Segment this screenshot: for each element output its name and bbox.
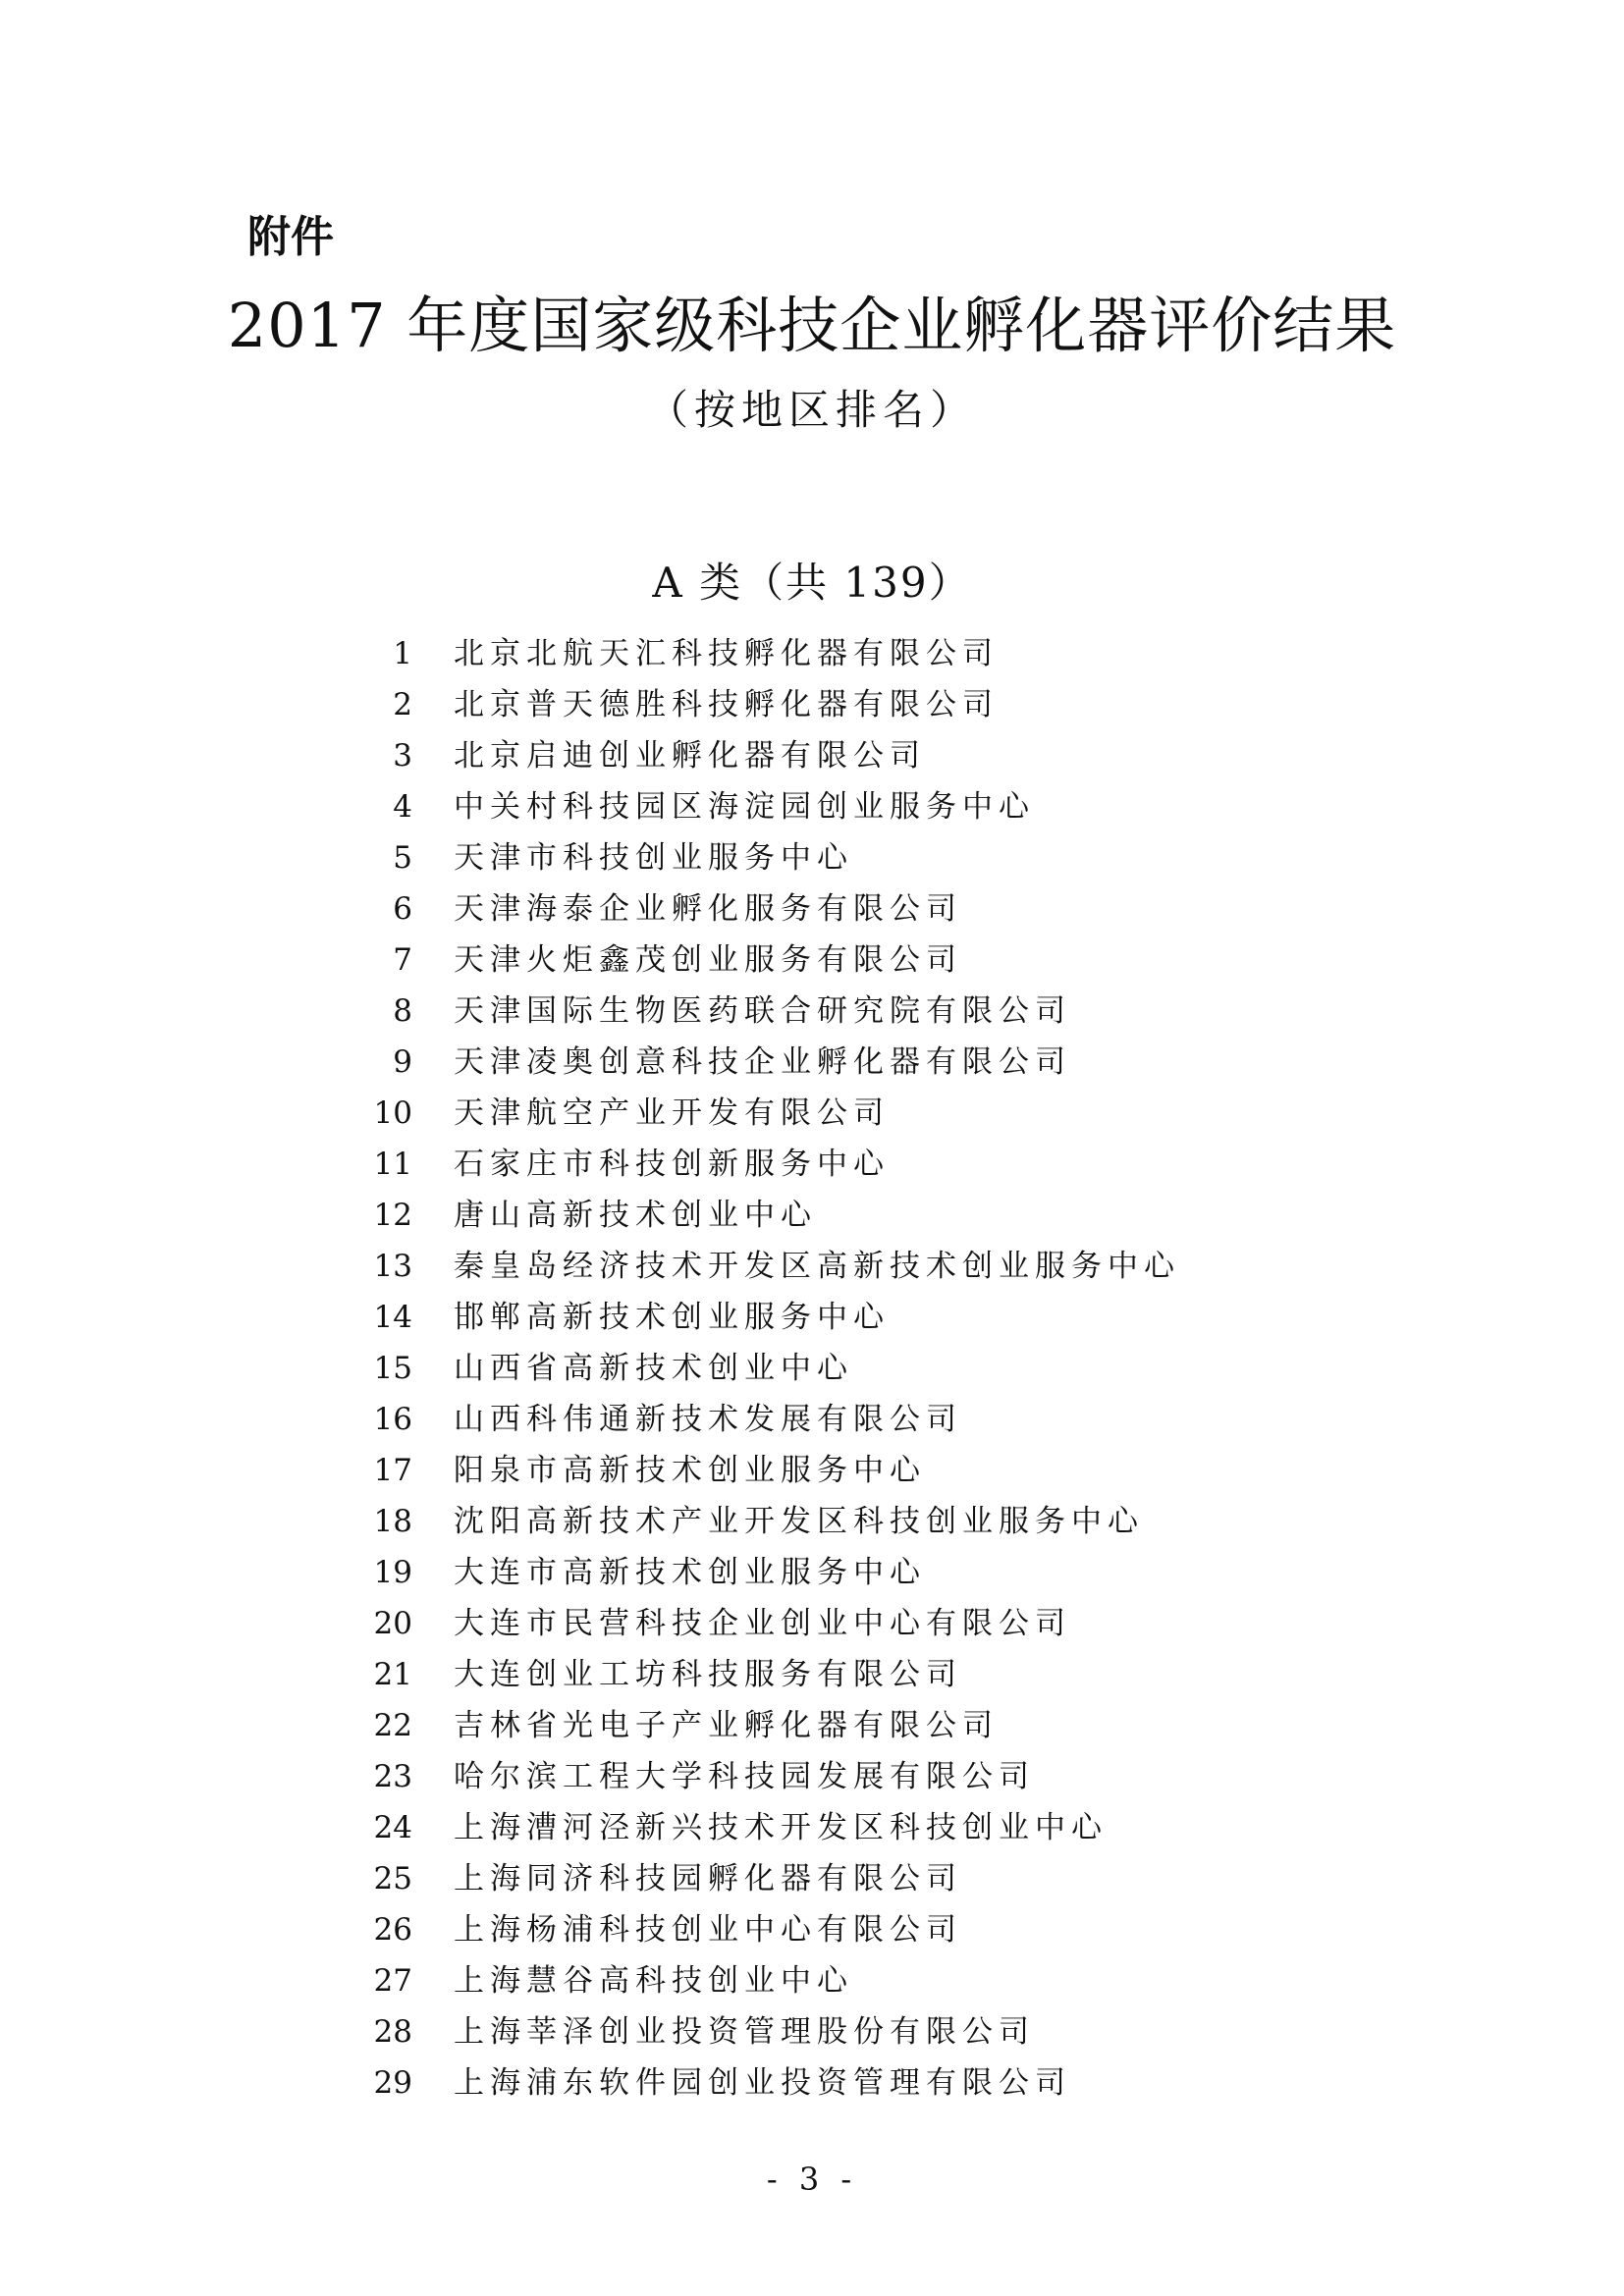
entry-name: 北京启迪创业孵化器有限公司 (454, 738, 926, 774)
entry-number: 1 (393, 636, 412, 671)
entry-name: 大连创业工坊科技服务有限公司 (454, 1657, 962, 1692)
entry-number: 3 (393, 738, 412, 774)
entry-number: 2 (393, 687, 412, 722)
entry-name: 山西科伟通新技术发展有限公司 (454, 1402, 962, 1437)
list-item (0, 2057, 1624, 2109)
entry-number: 18 (373, 1504, 412, 1539)
entry-name: 北京普天德胜科技孵化器有限公司 (454, 687, 999, 722)
entry-number: 29 (373, 2065, 412, 2101)
entry-number: 9 (393, 1044, 412, 1080)
list-item (0, 1853, 1624, 1904)
entry-number: 10 (373, 1095, 412, 1131)
entry-number: 6 (393, 891, 412, 927)
entry-name: 上海莘泽创业投资管理股份有限公司 (454, 2014, 1035, 2050)
list-item (0, 1547, 1624, 1598)
incubator-list (0, 628, 1624, 2109)
list-item (0, 1394, 1624, 1445)
list-item (0, 781, 1624, 832)
entry-number: 16 (373, 1402, 412, 1437)
list-item (0, 679, 1624, 730)
entry-number: 15 (373, 1351, 412, 1386)
entry-number: 27 (373, 1963, 412, 1999)
entry-name: 秦皇岛经济技术开发区高新技术创业服务中心 (454, 1249, 1180, 1284)
entry-number: 11 (373, 1147, 412, 1182)
attachment-label: 附件 (247, 212, 334, 262)
entry-number: 24 (373, 1810, 412, 1845)
entry-name: 吉林省光电子产业孵化器有限公司 (454, 1708, 999, 1743)
list-item (0, 1343, 1624, 1394)
document-subtitle: （按地区排名） (646, 386, 977, 434)
entry-name: 天津海泰企业孵化服务有限公司 (454, 891, 962, 927)
entry-number: 28 (373, 2014, 412, 2050)
entry-name: 邯郸高新技术创业服务中心 (454, 1300, 890, 1335)
list-item (0, 986, 1624, 1037)
entry-number: 20 (373, 1606, 412, 1641)
entry-name: 天津航空产业开发有限公司 (454, 1095, 890, 1131)
entry-number: 5 (393, 840, 412, 876)
list-item (0, 1139, 1624, 1190)
entry-name: 哈尔滨工程大学科技园发展有限公司 (454, 1759, 1035, 1794)
entry-number: 23 (373, 1759, 412, 1794)
list-item (0, 1649, 1624, 1700)
list-item (0, 1802, 1624, 1853)
entry-name: 天津火炬鑫茂创业服务有限公司 (454, 942, 962, 978)
entry-name: 天津凌奥创意科技企业孵化器有限公司 (454, 1044, 1071, 1080)
entry-name: 石家庄市科技创新服务中心 (454, 1147, 890, 1182)
list-item (0, 934, 1624, 986)
entry-name: 沈阳高新技术产业开发区科技创业服务中心 (454, 1504, 1144, 1539)
entry-name: 天津市科技创业服务中心 (454, 840, 853, 876)
entry-name: 上海漕河泾新兴技术开发区科技创业中心 (454, 1810, 1108, 1845)
list-item (0, 1241, 1624, 1292)
list-item (0, 1190, 1624, 1241)
section-heading: A 类（共 139） (652, 559, 972, 607)
entry-name: 上海浦东软件园创业投资管理有限公司 (454, 2065, 1071, 2101)
entry-number: 26 (373, 1912, 412, 1948)
entry-number: 13 (373, 1249, 412, 1284)
entry-name: 上海杨浦科技创业中心有限公司 (454, 1912, 962, 1948)
entry-number: 14 (373, 1300, 412, 1335)
list-item (0, 1496, 1624, 1547)
list-item (0, 1292, 1624, 1343)
list-item (0, 1751, 1624, 1802)
list-item (0, 628, 1624, 679)
list-item (0, 730, 1624, 781)
entry-name: 山西省高新技术创业中心 (454, 1351, 853, 1386)
entry-name: 大连市民营科技企业创业中心有限公司 (454, 1606, 1071, 1641)
list-item (0, 832, 1624, 883)
entry-number: 22 (373, 1708, 412, 1743)
entry-name: 阳泉市高新技术创业服务中心 (454, 1453, 926, 1488)
entry-number: 12 (373, 1198, 412, 1233)
entry-number: 21 (373, 1657, 412, 1692)
entry-number: 25 (373, 1861, 412, 1896)
page-number: - 3 - (766, 2161, 858, 2198)
list-item (0, 1598, 1624, 1649)
entry-name: 天津国际生物医药联合研究院有限公司 (454, 993, 1071, 1029)
entry-name: 中关村科技园区海淀园创业服务中心 (454, 789, 1035, 825)
entry-name: 上海慧谷高科技创业中心 (454, 1963, 853, 1999)
entry-name: 大连市高新技术创业服务中心 (454, 1555, 926, 1590)
list-item (0, 2006, 1624, 2057)
entry-number: 4 (393, 789, 412, 825)
entry-name: 唐山高新技术创业中心 (454, 1198, 817, 1233)
entry-number: 7 (393, 942, 412, 978)
list-item (0, 1088, 1624, 1139)
entry-number: 17 (373, 1453, 412, 1488)
entry-number: 8 (393, 993, 412, 1029)
list-item (0, 1955, 1624, 2006)
entry-name: 北京北航天汇科技孵化器有限公司 (454, 636, 999, 671)
list-item (0, 883, 1624, 934)
entry-number: 19 (373, 1555, 412, 1590)
list-item (0, 1700, 1624, 1751)
entry-name: 上海同济科技园孵化器有限公司 (454, 1861, 962, 1896)
list-item (0, 1037, 1624, 1088)
document-title: 2017 年度国家级科技企业孵化器评价结果 (227, 290, 1397, 361)
list-item (0, 1445, 1624, 1496)
list-item (0, 1904, 1624, 1955)
